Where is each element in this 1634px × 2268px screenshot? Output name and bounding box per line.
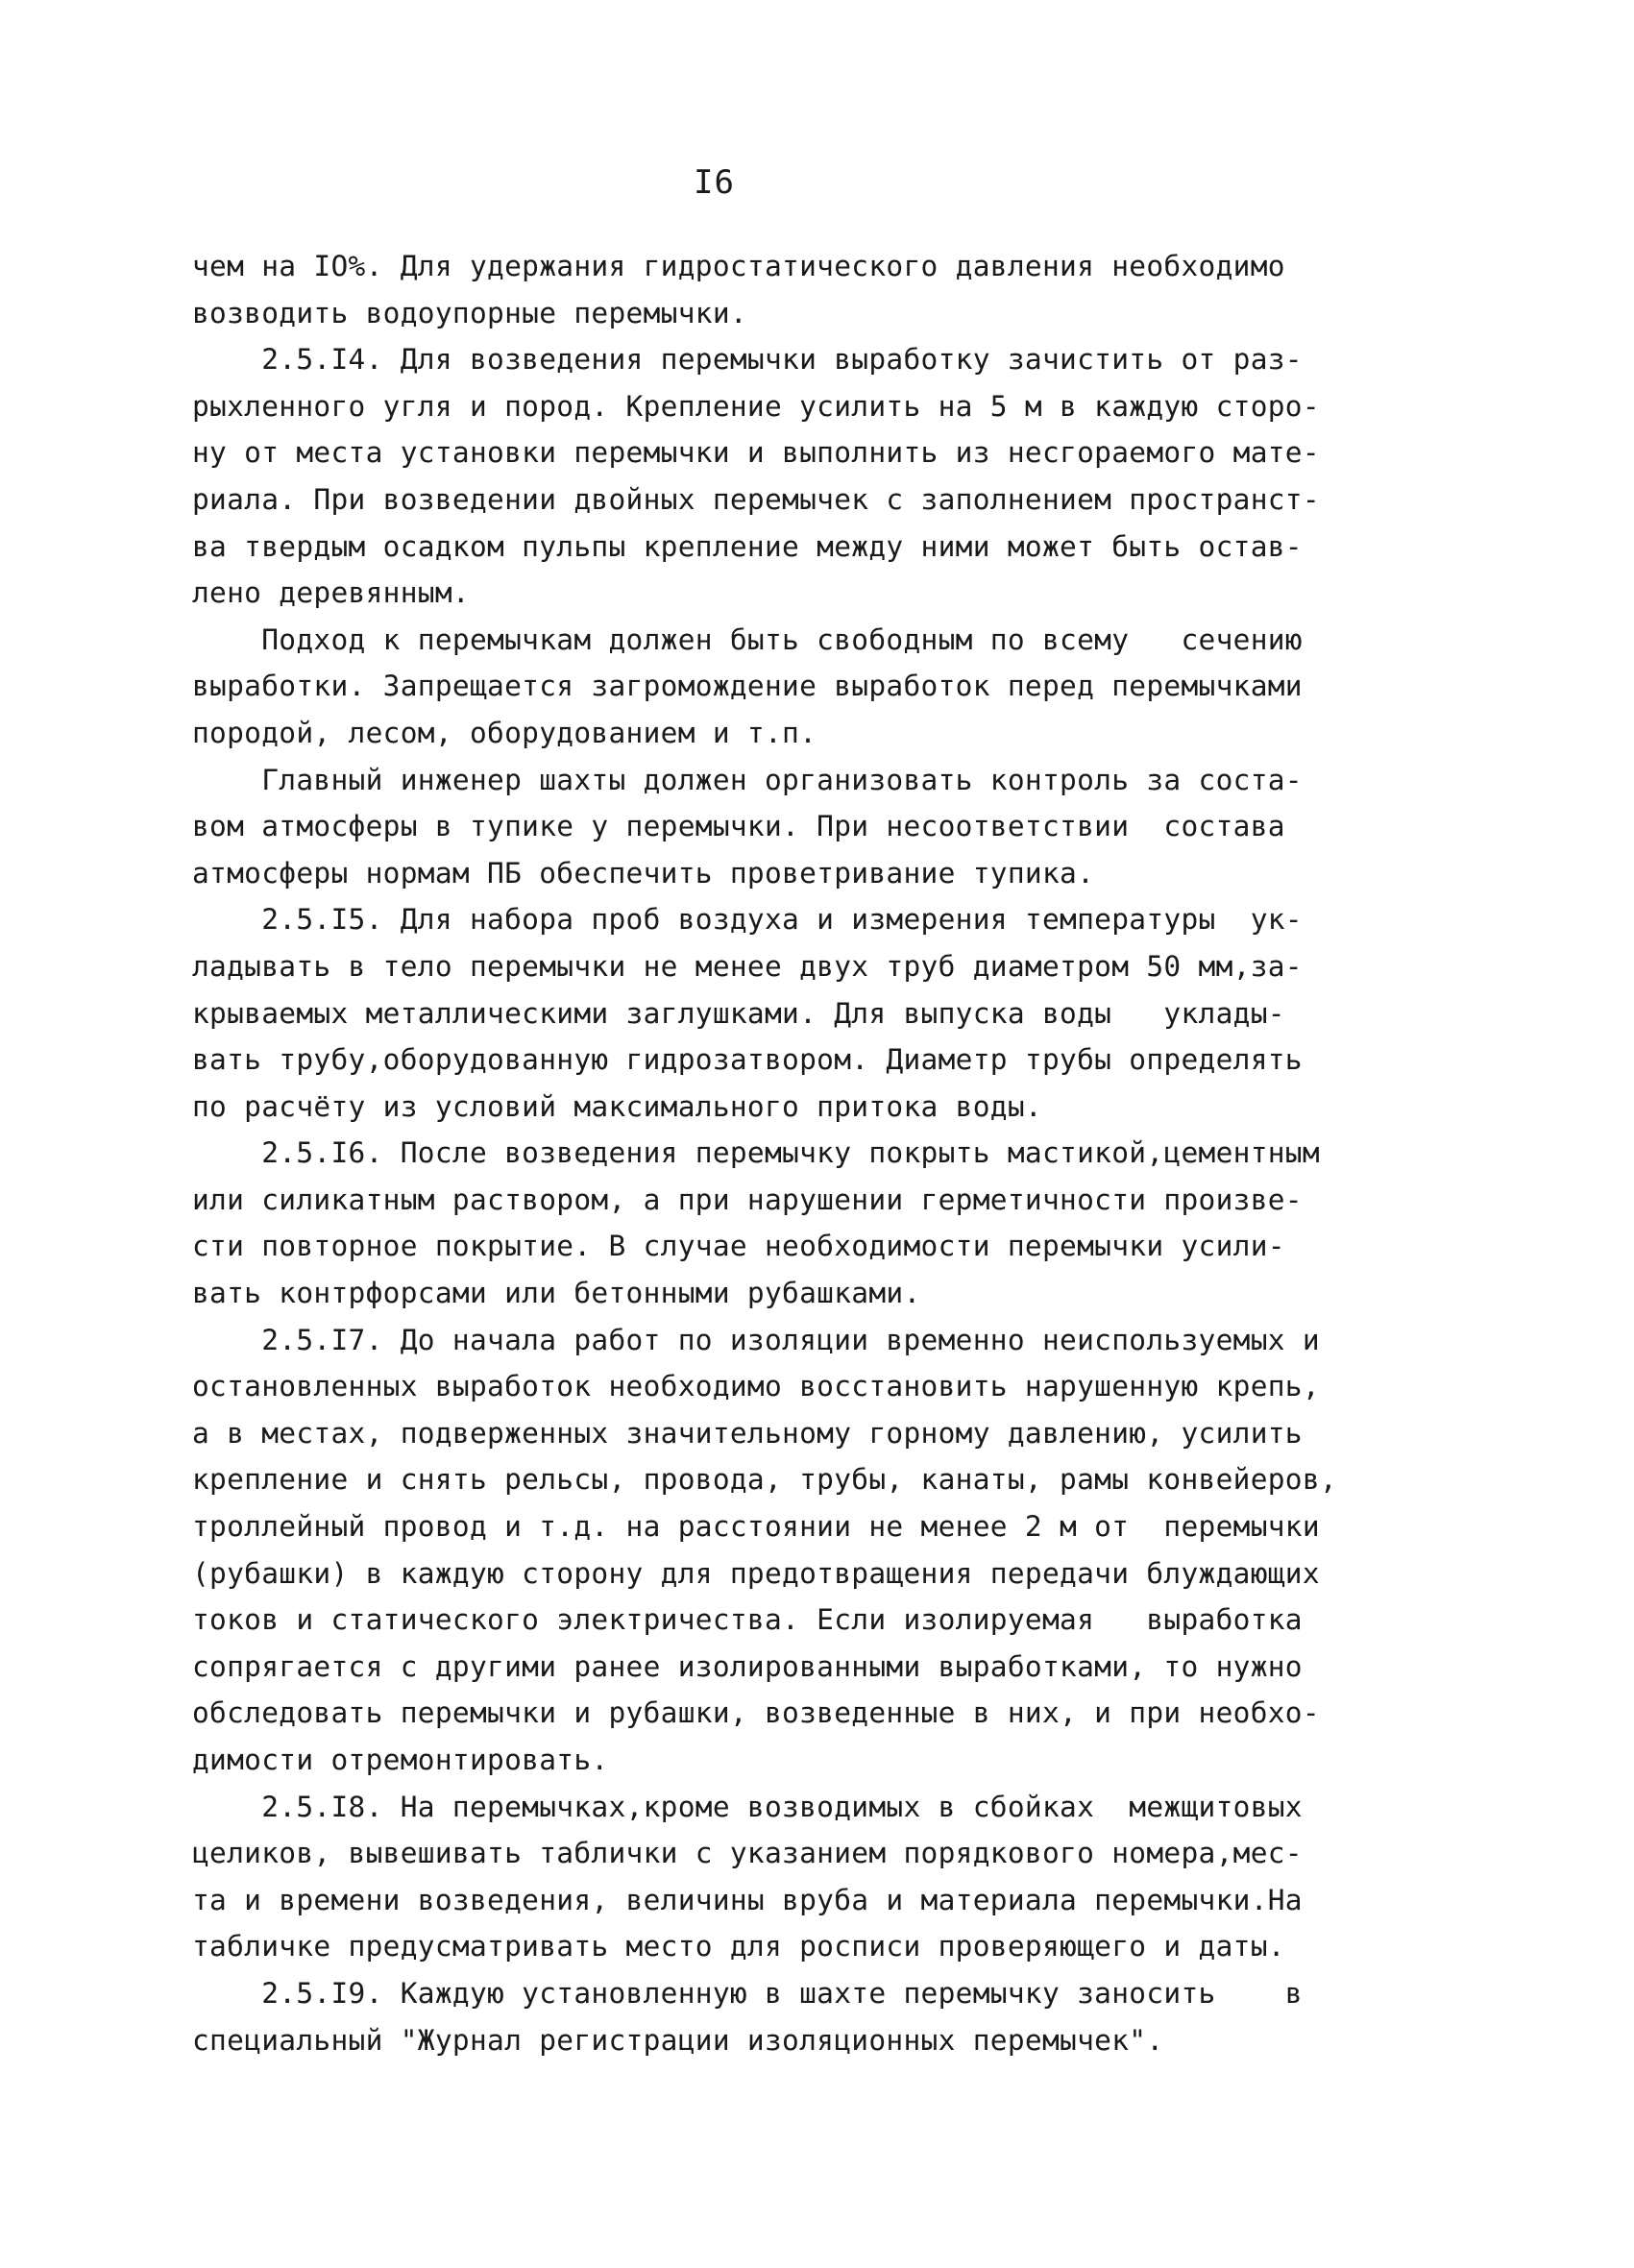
text-line: вать трубу,оборудованную гидрозатвором. Диаметр трубы определять [192, 1043, 1303, 1077]
text-line: 2.5.I8. На перемычках,кроме возводимых в сбойках межщитовых [192, 1790, 1303, 1823]
text-line: 2.5.I5. Для набора проб воздуха и измерения температуры ук- [192, 903, 1303, 937]
text-line: а в местах, подверженных значительному горному давлению, усилить [192, 1416, 1303, 1450]
text-line: лено деревянным. [192, 576, 470, 610]
text-line: вом атмосферы в тупике у перемычки. При несоответствии состава [192, 810, 1285, 843]
text-line: (рубашки) в каждую сторону для предотвращения передачи блуждающих [192, 1556, 1320, 1590]
text-line: по расчёту из условий максимального притока воды. [192, 1089, 1042, 1123]
text-line: крепление и снять рельсы, провода, трубы, канаты, рамы конвейеров, [192, 1463, 1337, 1497]
text-line: обследовать перемычки и рубашки, возведенные в них, и при необхо- [192, 1696, 1320, 1730]
text-line: Подход к перемычкам должен быть свободным по всему сечению [192, 622, 1303, 656]
text-line: токов и статического электричества. Если изолируемая выработка [192, 1603, 1303, 1637]
text-line: вать контрфорсами или бетонными рубашками. [192, 1277, 921, 1310]
text-line: крываемых металлическими заглушками. Для выпуска воды уклады- [192, 996, 1285, 1030]
text-line: 2.5.I7. До начала работ по изоляции временно неиспользуемых и [192, 1323, 1320, 1356]
text-line: породой, лесом, оборудованием и т.п. [192, 716, 817, 749]
text-line: риала. При возведении двойных перемычек с заполнением пространст- [192, 482, 1320, 516]
text-line: возводить водоупорные перемычки. [192, 296, 747, 329]
text-line: 2.5.I9. Каждую установленную в шахте перемычку заносить в [192, 1976, 1303, 2010]
text-line: 2.5.I4. Для возведения перемычки выработку зачистить от раз- [192, 343, 1303, 377]
text-line: та и времени возведения, величины вруба и материала перемычки.На [192, 1883, 1303, 1916]
text-line: ладывать в тело перемычки не менее двух труб диаметром 50 мм,за- [192, 949, 1303, 983]
text-line: сопрягается с другими ранее изолированными выработками, то нужно [192, 1649, 1303, 1683]
text-line: чем на IO%. Для удержания гидростатического давления необходимо [192, 250, 1285, 282]
text-line: димости отремонтировать. [192, 1744, 609, 1776]
text-line: табличке предусматривать место для росписи проверяющего и даты. [192, 1930, 1285, 1963]
text-line: рыхленного угля и пород. Крепление усилить на 5 м в каждую сторо- [192, 389, 1320, 423]
text-line: ва твердым осадком пульпы крепление между ними может быть остав- [192, 529, 1303, 563]
text-line: 2.5.I6. После возведения перемычку покрыть мастикой,цементным [192, 1136, 1320, 1170]
text-line: ну от места установки перемычки и выполнить из несгораемого мате- [192, 436, 1320, 470]
text-line: целиков, вывешивать таблички с указанием порядкового номера,мес- [192, 1837, 1303, 1870]
document-body [192, 243, 1455, 2063]
text-line: или силикатным раствором, а при нарушении герметичности произве- [192, 1183, 1303, 1216]
page-number: I6 [694, 163, 735, 202]
text-line: остановленных выработок необходимо восстановить нарушенную крепь, [192, 1370, 1320, 1403]
text-line: троллейный провод и т.д. на расстоянии не менее 2 м от перемычки [192, 1510, 1320, 1544]
text-line: Главный инженер шахты должен организовать контроль за соста- [192, 763, 1303, 796]
text-line: специальный "Журнал регистрации изоляционных перемычек". [192, 2023, 1164, 2057]
text-line: атмосферы нормам ПБ обеспечить проветривание тупика. [192, 856, 1095, 890]
text-line: сти повторное покрытие. В случае необходимости перемычки усили- [192, 1230, 1285, 1263]
text-line: выработки. Запрещается загромождение выработок перед перемычками [192, 670, 1303, 703]
